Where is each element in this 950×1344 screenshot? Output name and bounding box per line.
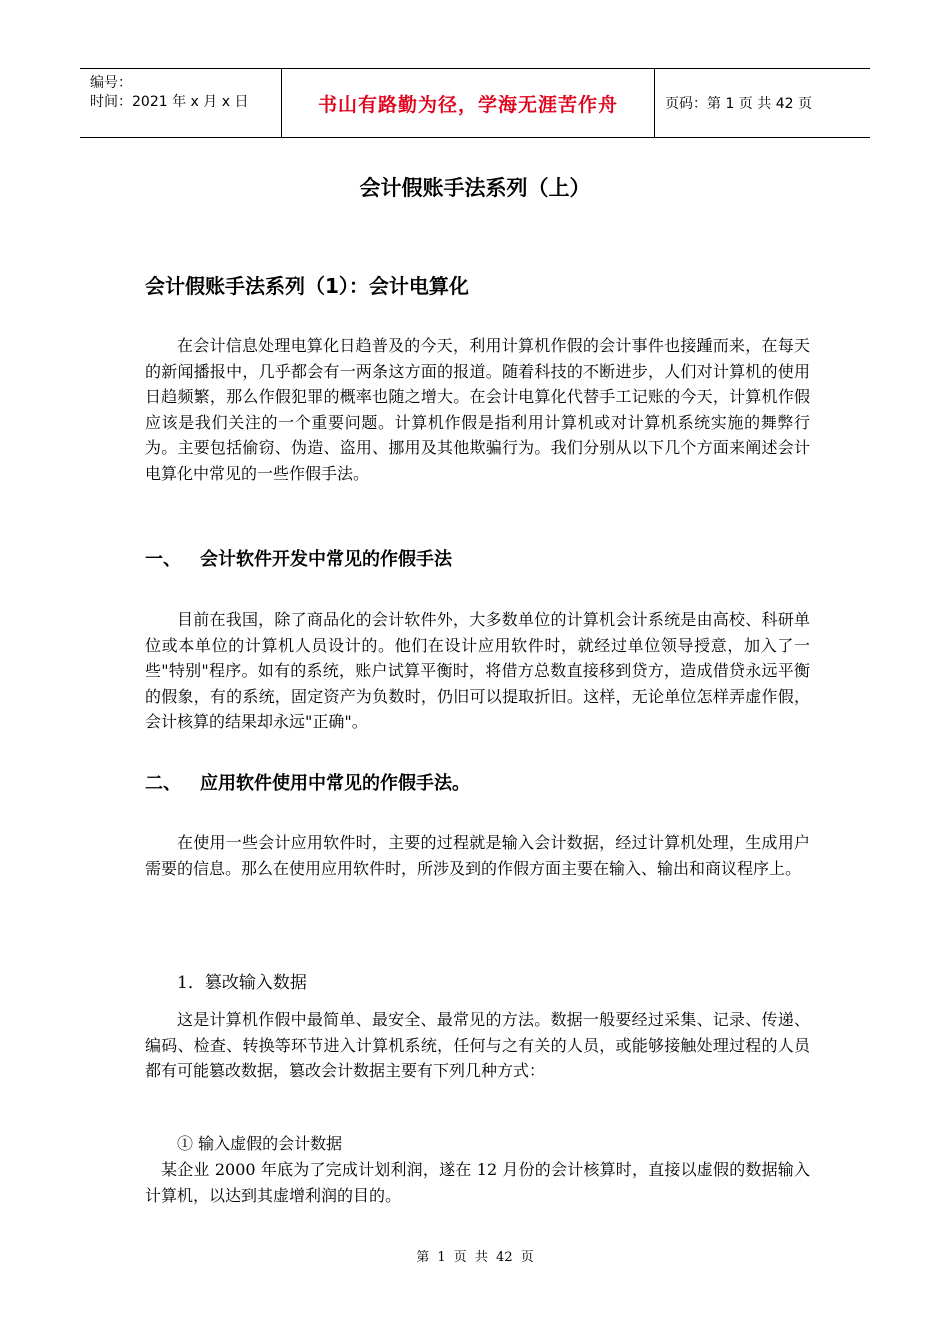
- paragraph-four: 某企业 2000 年底为了完成计划利润，遂在 12 月份的会计核算时，直接以虚假的数据输入计算机，以达到其虚增利润的目的。: [145, 1160, 810, 1205]
- document-title: 会计假账手法系列（上）: [359, 176, 591, 200]
- header-meta: [80, 69, 281, 137]
- number-label: 编号：: [90, 75, 132, 91]
- heading-two-text: 应用软件使用中常见的作假手法。: [200, 773, 470, 794]
- list-item-one: ① 输入虚假的会计数据: [177, 1134, 343, 1153]
- paragraph-three: 这是计算机作假中最简单、最安全、最常见的方法。数据一般要经过采集、记录、传递、编码、检查、转换等环节进入计算机系统，任何与之有关的人员，或能够接触处理过程的人员都有可能篡改数据，篡改会计数据主要有下列几种方式：: [145, 1010, 810, 1081]
- heading-one-text: 会计软件开发中常见的作假手法: [200, 549, 452, 570]
- time-label: 时间：2021 年 x 月 x 日: [90, 94, 249, 110]
- paragraph-one: 目前在我国，除了商品化的会计软件外，大多数单位的计算机会计系统是由高校、科研单位或本单位的计算机人员设计的。他们在设计应用软件时，就经过单位领导授意，加入了一些"特别"程序。如有的系统，账户试算平衡时，将借方总数直接移到贷方，造成借贷永远平衡的假象，有的系统，固定资产为负数时，仍旧可以提取折旧。这样，无论单位怎样弄虚作假，会计核算的结果却永远"正确"。: [145, 610, 810, 732]
- header-motto-cell: [281, 69, 655, 137]
- heading-two: [145, 769, 470, 795]
- heading-one-number: 一、: [145, 549, 181, 570]
- paragraph-two: 在使用一些会计应用软件时，主要的过程就是输入会计数据，经过计算机处理，生成用户需要的信息。那么在使用应用软件时，所涉及到的作假方面主要在输入、输出和商议程序上。: [145, 833, 810, 878]
- header-page-cell: [655, 69, 870, 137]
- page-footer: 第 1 页 共 42 页: [416, 1250, 534, 1265]
- heading-one: [145, 545, 452, 571]
- motto-text: 书山有路勤为径，学海无涯苦作舟: [317, 93, 618, 116]
- header-table: [80, 68, 870, 138]
- heading-two-number: 二、: [145, 773, 181, 794]
- intro-paragraph: 在会计信息处理电算化日趋普及的今天，利用计算机作假的会计事件也接踵而来，在每天的新闻播报中，几乎都会有一两条这方面的报道。随着科技的不断进步，人们对计算机的使用日趋频繁，那么作假犯罪的概率也随之增大。在会计电算化代替手工记账的今天，计算机作假应该是我们关注的一个重要问题。计算机作假是指利用计算机或对计算机系统实施的舞弊行为。主要包括偷窃、伪造、盗用、挪用及其他欺骗行为。我们分别从以下几个方面来阐述会计电算化中常见的一些作假手法。: [145, 336, 810, 483]
- subheading-one: 1．篡改输入数据: [177, 973, 307, 993]
- section-title: 会计假账手法系列（1）：会计电算化: [145, 274, 469, 298]
- page-info: 页码：第 1 页 共 42 页: [665, 96, 812, 112]
